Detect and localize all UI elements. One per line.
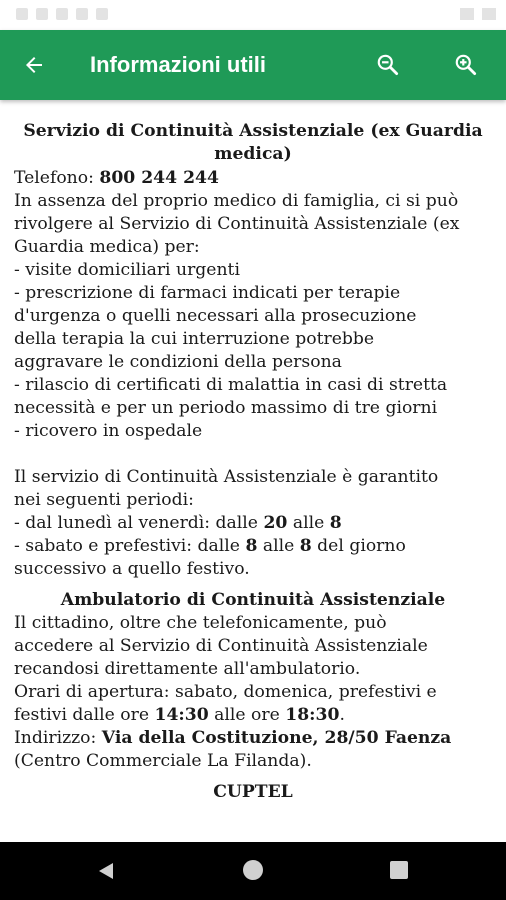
paragraph-line: accedere al Servizio di Continuità Assistenziale [14, 636, 428, 656]
notification-icon [36, 8, 48, 20]
list-item-cont: necessità e per un periodo massimo di tre giorni [14, 398, 438, 418]
address-value: Via della Costituzione, 28/50 Faenza [101, 728, 452, 748]
zoom-in-button[interactable] [448, 47, 484, 83]
paragraph-line: In assenza del proprio medico di famiglia, ci si può [14, 191, 459, 211]
paragraph-line: Guardia medica) per: [14, 237, 200, 257]
notification-icon [96, 8, 108, 20]
battery-icon [482, 8, 496, 20]
zoom-out-icon [375, 52, 401, 78]
opening-hours-times: festivi dalle ore 14:30 alle ore 18:30. [14, 705, 345, 725]
signal-icon [460, 8, 474, 20]
status-system-icons [460, 8, 496, 20]
paragraph-line: rivolgere al Servizio di Continuità Assistenziale (ex [14, 214, 460, 234]
notification-icon [16, 8, 28, 20]
list-item: - ricovero in ospedale [14, 421, 203, 441]
arrow-back-icon [22, 53, 46, 77]
page-title: Informazioni utili [90, 52, 266, 77]
nav-recent-icon[interactable] [390, 861, 408, 879]
phone-number[interactable]: 800 244 244 [99, 168, 219, 188]
paragraph-line: Il servizio di Continuità Assistenziale è garantito [14, 467, 439, 487]
navigation-bar [0, 842, 506, 900]
section-title-ambulatorio: Ambulatorio di Continuità Assistenziale [60, 590, 446, 610]
zoom-in-icon [453, 52, 479, 78]
list-item-cont: della terapia la cui interruzione potrebbe [14, 329, 375, 349]
paragraph-line: Il cittadino, oltre che telefonicamente, può [14, 613, 387, 633]
section-title-continuita: Servizio di Continuità Assistenziale (ex Guardia medica) [23, 121, 483, 164]
address-note: (Centro Commerciale La Filanda). [14, 751, 312, 771]
list-item: - visite domiciliari urgenti [14, 260, 240, 280]
zoom-out-button[interactable] [370, 47, 406, 83]
nav-back-icon[interactable] [95, 860, 117, 882]
address-line [14, 727, 492, 750]
app-bar [0, 30, 506, 100]
phone-label: Telefono: [14, 168, 100, 188]
notification-icon [56, 8, 68, 20]
list-item: - prescrizione di farmaci indicati per terapie [14, 283, 401, 303]
spacer [14, 443, 492, 466]
schedule-saturday-cont: successivo a quello festivo. [14, 559, 250, 579]
phone-line [14, 167, 492, 190]
schedule-weekday: - dal lunedì al venerdì: dalle 20 alle 8 [14, 513, 342, 533]
section-title-cuptel: CUPTEL [213, 782, 293, 802]
list-item: - rilascio di certificati di malattia in casi di stretta [14, 375, 448, 395]
nav-home-icon[interactable] [243, 860, 263, 880]
list-item-cont: d'urgenza o quelli necessari alla prosecuzione [14, 306, 417, 326]
address-label: Indirizzo: [14, 728, 102, 748]
schedule-saturday: - sabato e prefestivi: dalle 8 alle 8 del giorno [14, 536, 406, 556]
notification-icon [76, 8, 88, 20]
paragraph-line: recandosi direttamente all'ambulatorio. [14, 659, 361, 679]
content-scroll-area[interactable] [0, 100, 506, 842]
opening-hours-line: Orari di apertura: sabato, domenica, prefestivi e [14, 682, 437, 702]
list-item-cont: aggravare le condizioni della persona [14, 352, 342, 372]
back-button[interactable] [16, 47, 52, 83]
status-notification-icons [16, 8, 108, 20]
status-bar [0, 0, 506, 30]
paragraph-line: nei seguenti periodi: [14, 490, 194, 510]
